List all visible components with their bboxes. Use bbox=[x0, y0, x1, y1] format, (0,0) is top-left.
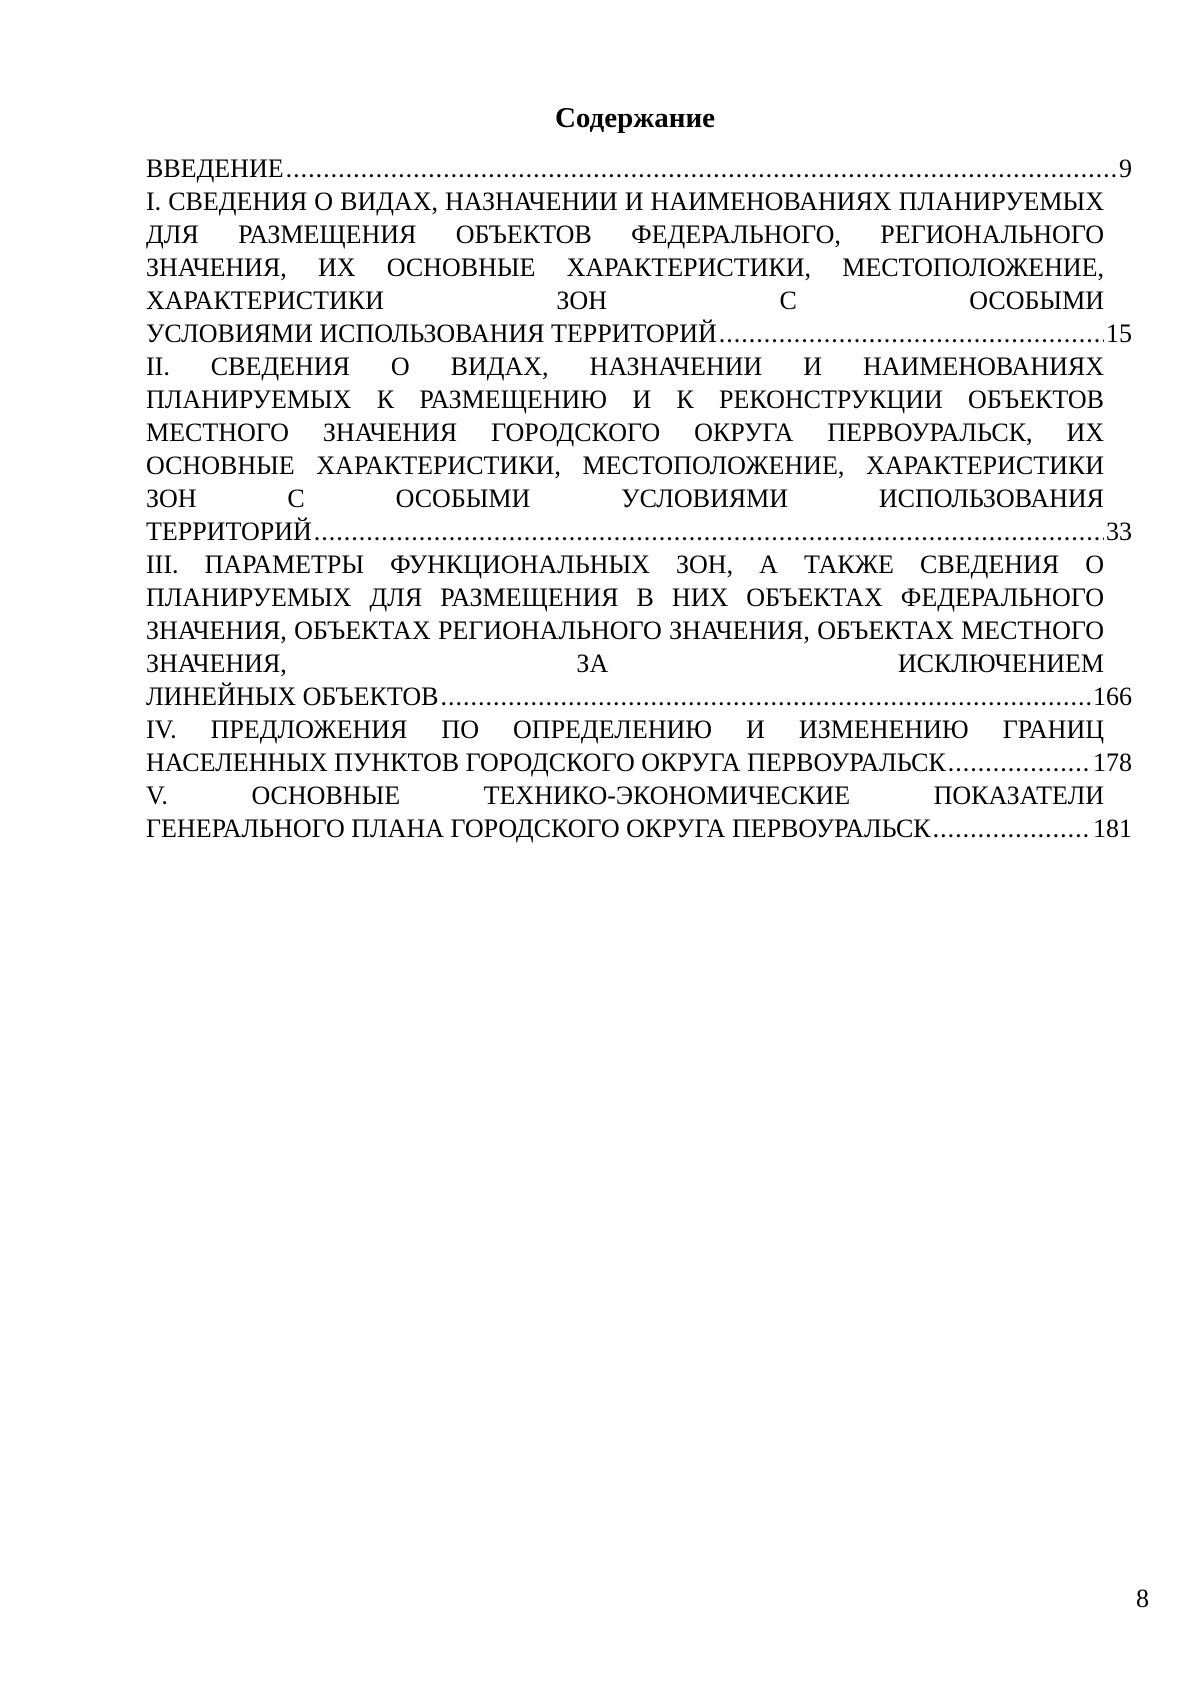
dot-leader bbox=[441, 680, 1091, 713]
toc-title: Содержание bbox=[554, 102, 716, 134]
toc-entry-title: I. СВЕДЕНИЯ О ВИДАХ, НАЗНАЧЕНИИ И НАИМЕНОВАНИЯХ ПЛАНИРУЕМЫХ ДЛЯ РАЗМЕЩЕНИЯ ОБЪЕКТОВ ФЕДЕРАЛЬНОГО, РЕГИОНАЛЬНОГО ЗНАЧЕНИЯ, ИХ ОСНОВНЫЕ ХАРАКТЕРИСТИКИ, МЕСТОПОЛОЖЕНИЕ, ХАРАКТЕРИСТИКИ ЗОН С ОСОБЫМИ bbox=[146, 187, 1104, 315]
toc-entry-title-end: УСЛОВИЯМИ ИСПОЛЬЗОВАНИЯ ТЕРРИТОРИЙ bbox=[146, 319, 717, 348]
toc-entry-last-line bbox=[146, 812, 1132, 845]
toc-entry-page: 178 bbox=[1093, 748, 1132, 777]
toc-entry-page: 9 bbox=[1119, 154, 1132, 183]
dot-leader bbox=[933, 812, 1091, 845]
toc-entry-section-3[interactable] bbox=[146, 548, 1132, 713]
toc-entry-last-line bbox=[146, 746, 1132, 779]
toc-entry-section-1[interactable] bbox=[146, 185, 1132, 350]
toc-entry-section-4[interactable] bbox=[146, 713, 1132, 779]
toc-entry-title-end: ЛИНЕЙНЫХ ОБЪЕКТОВ bbox=[146, 682, 439, 711]
toc-entry-page: 166 bbox=[1093, 682, 1132, 711]
toc-entry-title: III. ПАРАМЕТРЫ ФУНКЦИОНАЛЬНЫХ ЗОН, А ТАКЖЕ СВЕДЕНИЯ О ПЛАНИРУЕМЫХ ДЛЯ РАЗМЕЩЕНИЯ В НИХ ОБЪЕКТАХ ФЕДЕРАЛЬНОГО ЗНАЧЕНИЯ, ОБЪЕКТАХ РЕГИОНАЛЬНОГО ЗНАЧЕНИЯ, ОБЪЕКТАХ МЕСТНОГО ЗНАЧЕНИЯ, ЗА ИСКЛЮЧЕНИЕМ bbox=[146, 550, 1104, 678]
toc-entry-title-end: ТЕРРИТОРИЙ bbox=[146, 517, 312, 546]
toc-entry-section-5[interactable] bbox=[146, 779, 1132, 845]
toc-entry-page: 33 bbox=[1106, 517, 1132, 546]
dot-leader bbox=[314, 515, 1104, 548]
toc-entry-introduction[interactable] bbox=[146, 152, 1132, 185]
dot-leader bbox=[286, 152, 1117, 185]
toc-entry-title-end: НАСЕЛЕННЫХ ПУНКТОВ ГОРОДСКОГО ОКРУГА ПЕРВОУРАЛЬСК bbox=[146, 748, 946, 777]
dot-leader bbox=[948, 746, 1091, 779]
toc-entry-last-line bbox=[146, 317, 1132, 350]
toc-entry-last-line bbox=[146, 680, 1132, 713]
toc-entry-title: II. СВЕДЕНИЯ О ВИДАХ, НАЗНАЧЕНИИ И НАИМЕНОВАНИЯХ ПЛАНИРУЕМЫХ К РАЗМЕЩЕНИЮ И К РЕКОНСТРУКЦИИ ОБЪЕКТОВ МЕСТНОГО ЗНАЧЕНИЯ ГОРОДСКОГО ОКРУГА ПЕРВОУРАЛЬСК, ИХ ОСНОВНЫЕ ХАРАКТЕРИСТИКИ, МЕСТОПОЛОЖЕНИЕ, ХАРАКТЕРИСТИКИ ЗОН С ОСОБЫМИ УСЛОВИЯМИ ИСПОЛЬЗОВАНИЯ bbox=[146, 352, 1104, 513]
toc-entry-title: ВВЕДЕНИЕ bbox=[146, 154, 284, 183]
dot-leader bbox=[719, 317, 1104, 350]
toc-entry-last-line bbox=[146, 152, 1132, 185]
toc-entry-page: 181 bbox=[1093, 814, 1132, 843]
toc-entry-section-2[interactable] bbox=[146, 350, 1132, 548]
table-of-contents bbox=[146, 152, 1132, 845]
toc-entry-last-line bbox=[146, 515, 1132, 548]
toc-entry-title-end: ГЕНЕРАЛЬНОГО ПЛАНА ГОРОДСКОГО ОКРУГА ПЕРВОУРАЛЬСК bbox=[146, 814, 931, 843]
toc-entry-title: V. ОСНОВНЫЕ ТЕХНИКО-ЭКОНОМИЧЕСКИЕ ПОКАЗАТЕЛИ bbox=[146, 781, 1104, 810]
toc-entry-page: 15 bbox=[1106, 319, 1132, 348]
toc-entry-title: IV. ПРЕДЛОЖЕНИЯ ПО ОПРЕДЕЛЕНИЮ И ИЗМЕНЕНИЮ ГРАНИЦ bbox=[146, 715, 1104, 744]
page-number: 8 bbox=[1136, 1584, 1149, 1613]
